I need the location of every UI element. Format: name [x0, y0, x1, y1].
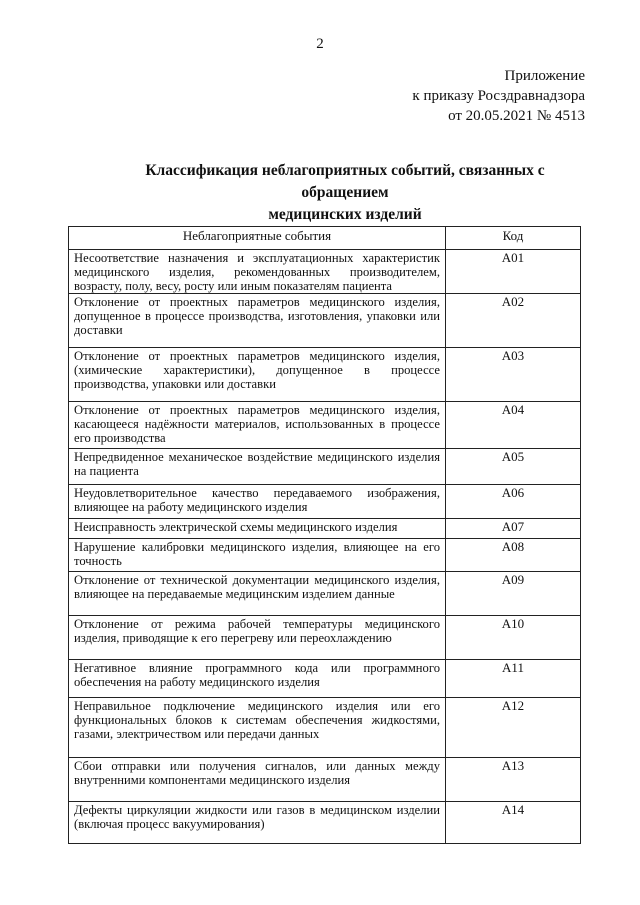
event-cell: Неправильное подключение медицинского изделия или его функциональных блоков к системам обеспечения жидкостями, газами, электричеством или передачи данных — [69, 698, 446, 758]
appendix-line-2: к приказу Росздравнадзора — [412, 88, 585, 104]
table-row — [69, 402, 581, 449]
code-cell: А06 — [446, 485, 581, 519]
event-cell: Нарушение калибровки медицинского изделия, влияющее на его точность — [69, 539, 446, 572]
table-row — [69, 250, 581, 294]
adverse-events-table — [68, 226, 581, 844]
table-row — [69, 539, 581, 572]
code-cell: А14 — [446, 802, 581, 844]
page-number: 2 — [316, 36, 324, 52]
code-cell: А12 — [446, 698, 581, 758]
title-line-2: медицинских изделий — [268, 206, 422, 223]
code-cell: А05 — [446, 449, 581, 485]
table-row — [69, 519, 581, 539]
table-row — [69, 758, 581, 802]
code-cell: А04 — [446, 402, 581, 449]
table-row — [69, 698, 581, 758]
event-cell: Отклонение от режима рабочей температуры медицинского изделия, приводящие к его перегреву или переохлаждению — [69, 616, 446, 660]
appendix-reference — [412, 66, 585, 126]
table-row — [69, 660, 581, 698]
code-cell: А07 — [446, 519, 581, 539]
event-cell: Сбои отправки или получения сигналов, или данных между внутренними компонентами медицинского изделия — [69, 758, 446, 802]
event-cell: Отклонение от технической документации медицинского изделия, влияющее на передаваемые медицинским изделием данные — [69, 572, 446, 616]
table-row — [69, 449, 581, 485]
table-row — [69, 294, 581, 348]
code-cell: А01 — [446, 250, 581, 294]
code-cell: А03 — [446, 348, 581, 402]
table-header-row — [69, 227, 581, 250]
appendix-line-1: Приложение — [504, 68, 585, 84]
table-row — [69, 572, 581, 616]
event-cell: Непредвиденное механическое воздействие медицинского изделия на пациента — [69, 449, 446, 485]
code-cell: А11 — [446, 660, 581, 698]
table-row — [69, 348, 581, 402]
code-cell: А13 — [446, 758, 581, 802]
code-cell: А09 — [446, 572, 581, 616]
event-cell: Негативное влияние программного кода или программного обеспечения на работу медицинского изделия — [69, 660, 446, 698]
table-row — [69, 485, 581, 519]
title-line-1: Классификация неблагоприятных событий, связанных с обращением — [145, 162, 545, 201]
code-cell: А10 — [446, 616, 581, 660]
table-row — [69, 802, 581, 844]
code-cell: А02 — [446, 294, 581, 348]
event-cell: Неисправность электрической схемы медицинского изделия — [69, 519, 446, 539]
document-title — [100, 160, 590, 226]
event-cell: Несоответствие назначения и эксплуатационных характеристик медицинского изделия, рекомендованных производителем, возрасту, полу, весу, росту или иным показателям пациента — [69, 250, 446, 294]
event-cell: Отклонение от проектных параметров медицинского изделия, допущенное в процессе производства, изготовления, упаковки или доставки — [69, 294, 446, 348]
event-cell: Отклонение от проектных параметров медицинского изделия, (химические характеристики), допущенное в процессе производства, упаковки или доставки — [69, 348, 446, 402]
code-cell: А08 — [446, 539, 581, 572]
appendix-line-3: от 20.05.2021 № 4513 — [448, 108, 585, 124]
event-cell: Дефекты циркуляции жидкости или газов в медицинском изделии (включая процесс вакуумирования) — [69, 802, 446, 844]
event-cell: Отклонение от проектных параметров медицинского изделия, касающееся надёжности материалов, использованных в процессе его производства — [69, 402, 446, 449]
table-row — [69, 616, 581, 660]
header-code: Код — [446, 227, 581, 250]
header-events: Неблагоприятные события — [69, 227, 446, 250]
event-cell: Неудовлетворительное качество передаваемого изображения, влияющее на работу медицинского изделия — [69, 485, 446, 519]
